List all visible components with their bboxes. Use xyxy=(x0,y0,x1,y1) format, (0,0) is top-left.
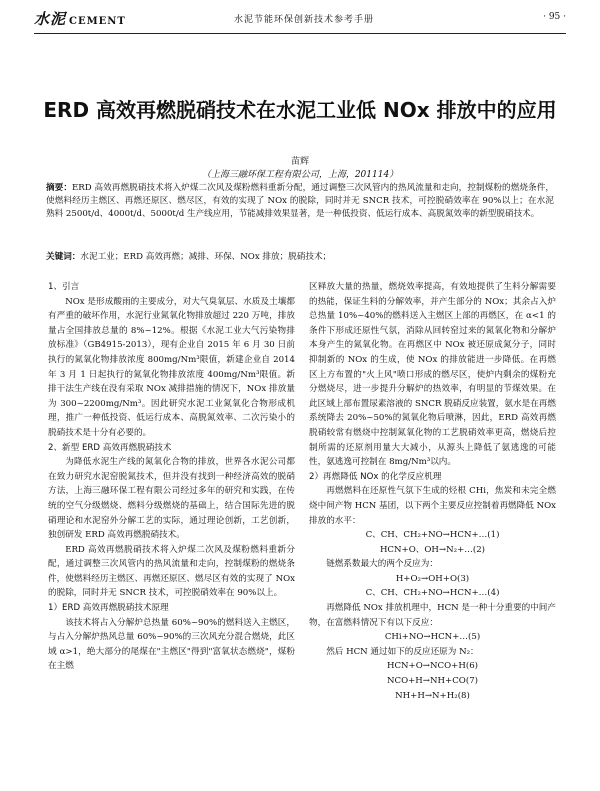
paragraph: NOx 是形成酸雨的主要成分，对大气臭氧层、水质及土壤都有严重的破坏作用，水泥行业氮氧化物排放超过 220 万吨，排放量占全国排放总量的 8%~12%。根据《水泥工业大气污染物排放标准》（GB4915-2013），现有企业自 2015 年 6 月 30 日前执行的氮氧化物排放浓度 800mg/Nm³限值，新建企业自 2014 年 3 月 1 日起执行的氮氧化物排放浓度 400mg/Nm³限值。新排干法生产线在没有采取 NOx 减排措施的情况下，NOx 排放量为 300~2200mg/Nm³。因此研究水泥工业氮氧化合物形成机理，推广一种低投资、低运行成本、高脱氮效率、二次污染小的脱硝技术是十分有必要的。 xyxy=(48,296,295,438)
section-heading: 2）再燃降低 NOx 的化学反应机理 xyxy=(309,471,442,482)
abstract: 摘要：ERD 高效再燃脱硝技术将入炉煤二次风及煤粉燃料重新分配，通过调整三次风管内的热风流量和走向，控制煤粉的燃烧条件，使燃料经历主燃区、再燃还原区、燃尽区，有效的实现了 NOx 的脱除，同时并无 SNCR 技术，可控脱硝效率在 90%以上；在水泥熟料 2500t/d、4000t/d、5000t/d 生产线应用，节能减排效果显著，是一种低投资、低运行成本、高脱氮效率的新型脱硝技术。 xyxy=(46,183,554,219)
equation: C、CH、CH₂+NO→HCN+…(1) xyxy=(365,530,500,541)
equation: C、CH、CH₂+NO→HCN+…(4) xyxy=(365,588,500,599)
paragraph: 再燃燃料在还原性气氛下生成的烃根 CHi，焦炭和未完全燃烧中间产物 HCN 基团，以下两个主要反应控制着再燃降低 NOx 排放的水平： xyxy=(309,486,556,526)
equation: H+O₂→OH+O(3) xyxy=(395,573,470,584)
keywords: 关键词：水泥工业；ERD 高效再燃；减排、环保、NOx 排放；脱硝技术； xyxy=(46,252,332,262)
running-header xyxy=(34,8,566,34)
equation: CHi+NO→HCN+…(5) xyxy=(384,632,481,643)
section-heading: 1）ERD 高效再燃脱硝技术原理 xyxy=(48,603,169,614)
section-heading: 1、引言 xyxy=(48,282,80,292)
paragraph: 再燃降低 NOx 排放机理中，HCN 是一种十分重要的中间产物，在富燃料情况下有以下反应： xyxy=(309,603,556,628)
equation: HCN+O、OH→N₂+…(2) xyxy=(379,544,486,555)
right-column xyxy=(309,280,556,703)
paper-title: ERD 高效再燃脱硝技术在水泥工业低 NOx 排放中的应用 xyxy=(43,98,557,122)
equation: NH+H→N+H₂(8) xyxy=(395,690,470,701)
paragraph: ERD 高效再燃脱硝技术将入炉煤二次风及煤粉燃料重新分配，通过调整三次风管内的热风流量和走向，控制煤粉的燃烧条件，使燃料经历主燃区、再燃还原区、燃尽区有效的实现了 NOx 的脱除，同时并无 SNCR 技术，可控脱硝效率在 90%以上。 xyxy=(48,544,295,599)
section-heading: 2、新型 ERD 高效再燃脱硝技术 xyxy=(48,442,172,453)
author: 苗辉 xyxy=(290,157,309,167)
paragraph: 区释放大量的热量，燃烧效率提高，有效地提供了生料分解需要的热能，保证生料的分解效率，并产生部分的 NOx；其余占入炉总热量 10%~40%的燃料送入主燃区上部的再燃区，在 α<1 的条件下形成还原性气氛，消除从回转窑过来的氮氧化物和分解炉本身产生的氮氧化物。在再燃区中 NOx 被还原成氮分子，同时抑制新的 NOx 的生成，使 NOx 的排放能进一步降低。在再燃区上方布置的"火上风"喷口形成的燃尽区，使炉内剩余的煤粉充分燃烧尽，进一步提升分解炉的热效率，有明显的节煤效果。在此区域上部布置尿素溶液的 SNCR 脱硝反应装置，氨水是在再燃系统降去 20%~50%的氮氧化物后喷淋，因此，ERD 高效再燃脱硝较常有燃烧中控制氮氧化物的工艺脱硝效率更高，燃烧后控制所需的还原剂用量大大减小，从源头上降低了氨逃逸的可能性，氨逃逸可控制在 8mg/Nm³以内。 xyxy=(309,282,556,468)
journal-name: 水泥节能环保创新技术参考手册 xyxy=(234,15,375,25)
journal-logo: 水泥 CEMENT xyxy=(34,10,126,28)
equation: NCO+H→NH+CO(7) xyxy=(386,676,479,687)
paragraph: 链燃系数最大的两个反应为： xyxy=(326,559,438,570)
equation: HCN+O→NCO+H(6) xyxy=(386,661,479,672)
left-column xyxy=(48,280,295,674)
page-number: · 95 · xyxy=(543,12,566,22)
paragraph: 然后 HCN 通过如下的反应还原为 N₂： xyxy=(326,646,479,657)
header-rule xyxy=(34,33,566,34)
paragraph: 为降低水泥生产线的氮氧化合物的排放，世界各水泥公司都在致力研究水泥窑脱氮技术，但并没有找到一种经济高效的脱硝方法，上海三融环保工程有限公司经过多年的研究和实践，在传统的空气分级燃烧、燃料分级燃烧的基础上，结合国际先进的脱硝理论和水泥窑外分解工艺的实际，通过理论创新，工艺创新，独创研发 ERD 高效再燃脱硝技术。 xyxy=(48,457,295,541)
paragraph: 该技术将占入分解炉总热量 60%~90%的燃料送入主燃区，与占入分解炉热风总量 60%~90%的三次风充分混合燃烧，此区域 α>1，绝大部分的尾煤在"主燃区"得到"富氧状态燃烧"，煤粉在主燃 xyxy=(48,617,295,672)
affiliation: （上海三融环保工程有限公司，上海，201114） xyxy=(201,170,399,180)
